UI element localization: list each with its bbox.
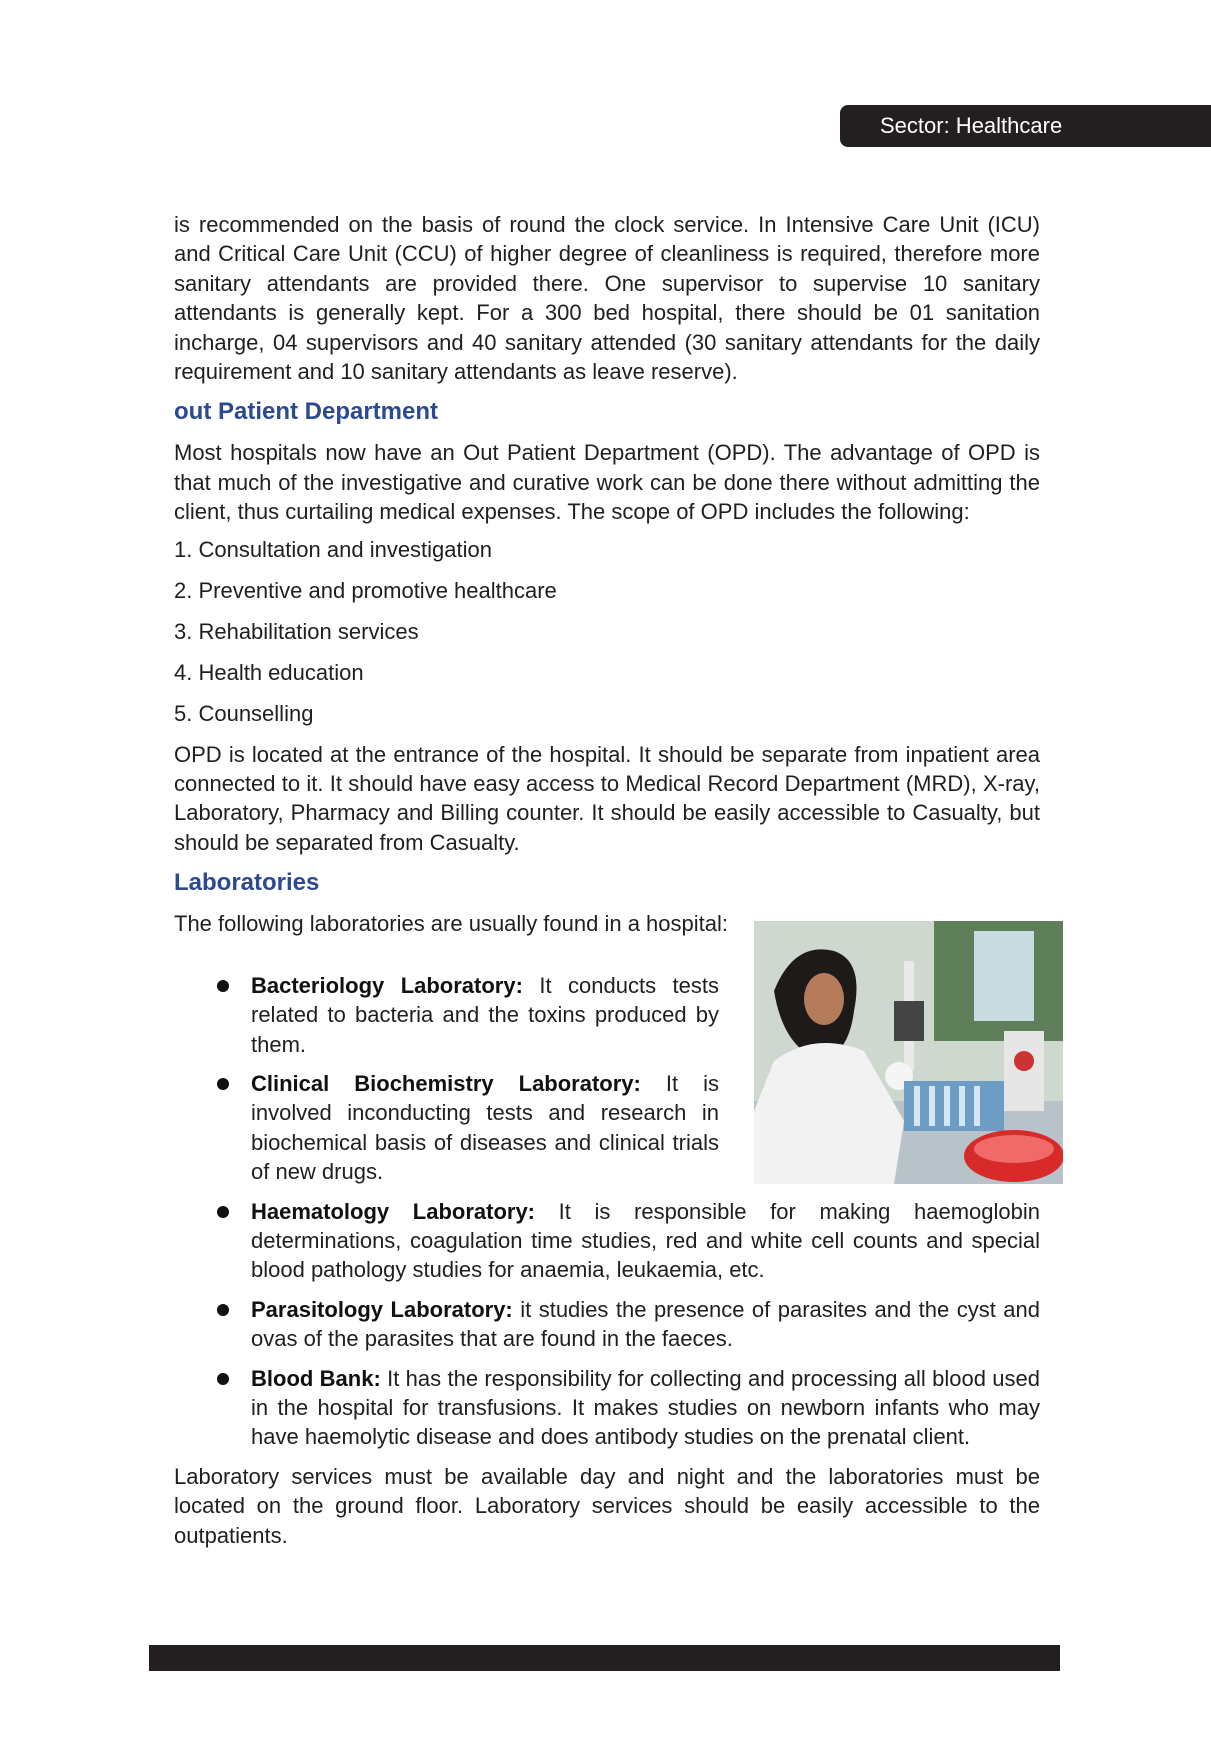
list-item: 1. Consultation and investigation [174,536,492,562]
bullet-icon [217,1206,229,1218]
lab-description: It conducts tests related to bacteria and the toxins produced by them. [251,972,719,1057]
intro-paragraph: is recommended on the basis of round the clock service. In Intensive Care Unit (ICU) and Critical Care Unit (CCU) of higher degree of cleanliness is required, therefore more sanitary attendants are provided there. One supervisor to supervise 10 sanitary attendants is generally kept. For a 300 bed hospital, there should be 01 sanitation incharge, 04 supervisors and 40 sanitary attended (30 sanitary attendants for the daily requirement and 10 sanitary attendants as leave reserve). [174,212,1040,385]
opd-scope-list [174,535,1040,729]
list-item: 5. Counselling [174,700,314,726]
lab-title: Bacteriology Laboratory: [251,972,523,998]
laboratory-photo [754,921,1063,1184]
lab-description: It has the responsibility for collecting and processing all blood used in the hospital for transfusions. It makes studies on newborn infants who may have haemolytic disease and does antibody studies on the prenatal client. [251,1365,1040,1450]
opd-heading: out Patient Department [174,398,439,426]
list-item: 2. Preventive and promotive healthcare [174,577,557,603]
bullet-icon [217,980,229,992]
list-item: 4. Health education [174,659,364,685]
lab-title: Parasitology Laboratory: [251,1296,513,1322]
bullet-icon [217,1078,229,1090]
bullet-icon [217,1373,229,1385]
laboratories-heading: Laboratories [174,869,320,897]
list-item [174,1364,1040,1452]
lab-description: It is responsible for making haemoglobin determinations, coagulation time studies, red and white cell counts and special blood pathology studies for anaemia, leukaemia, etc. [251,1198,1040,1283]
lab-title: Haematology Laboratory: [251,1198,536,1224]
list-item [174,1197,1040,1285]
lab-title: Blood Bank: [251,1365,381,1391]
labs-closing-paragraph: Laboratory services must be available day and night and the laboratories must be located on the ground floor. Laboratory services should be easily accessible to the outpatients. [174,1463,1040,1548]
list-item [174,1295,1040,1354]
opd-location-paragraph: OPD is located at the entrance of the hospital. It should be separate from inpatient area connected to it. It should have easy access to Medical Record Department (MRD), X-ray, Laboratory, Pharmacy and Billing counter. It should be easily accessible to Casualty, but should be separated from Casualty. [174,741,1040,855]
page-content [174,210,1040,1550]
bullet-icon [217,1304,229,1316]
list-item: 3. Rehabilitation services [174,618,419,644]
lab-description: it studies the presence of parasites and the cyst and ovas of the parasites that are found in the faeces. [251,1296,1041,1352]
sector-tab: Sector: Healthcare [840,105,1211,147]
lab-description: It is involved inconducting tests and research in biochemical basis of diseases and clinical trials of new drugs. [251,1070,719,1185]
footer-bar [149,1645,1060,1671]
lab-title: Clinical Biochemistry Laboratory: [251,1070,641,1096]
labs-intro-paragraph: The following laboratories are usually found in a hospital: [174,911,728,937]
opd-intro-paragraph: Most hospitals now have an Out Patient Department (OPD). The advantage of OPD is that much of the investigative and curative work can be done there without admitting the client, thus curtailing medical expenses. The scope of OPD includes the following: [174,440,1040,525]
